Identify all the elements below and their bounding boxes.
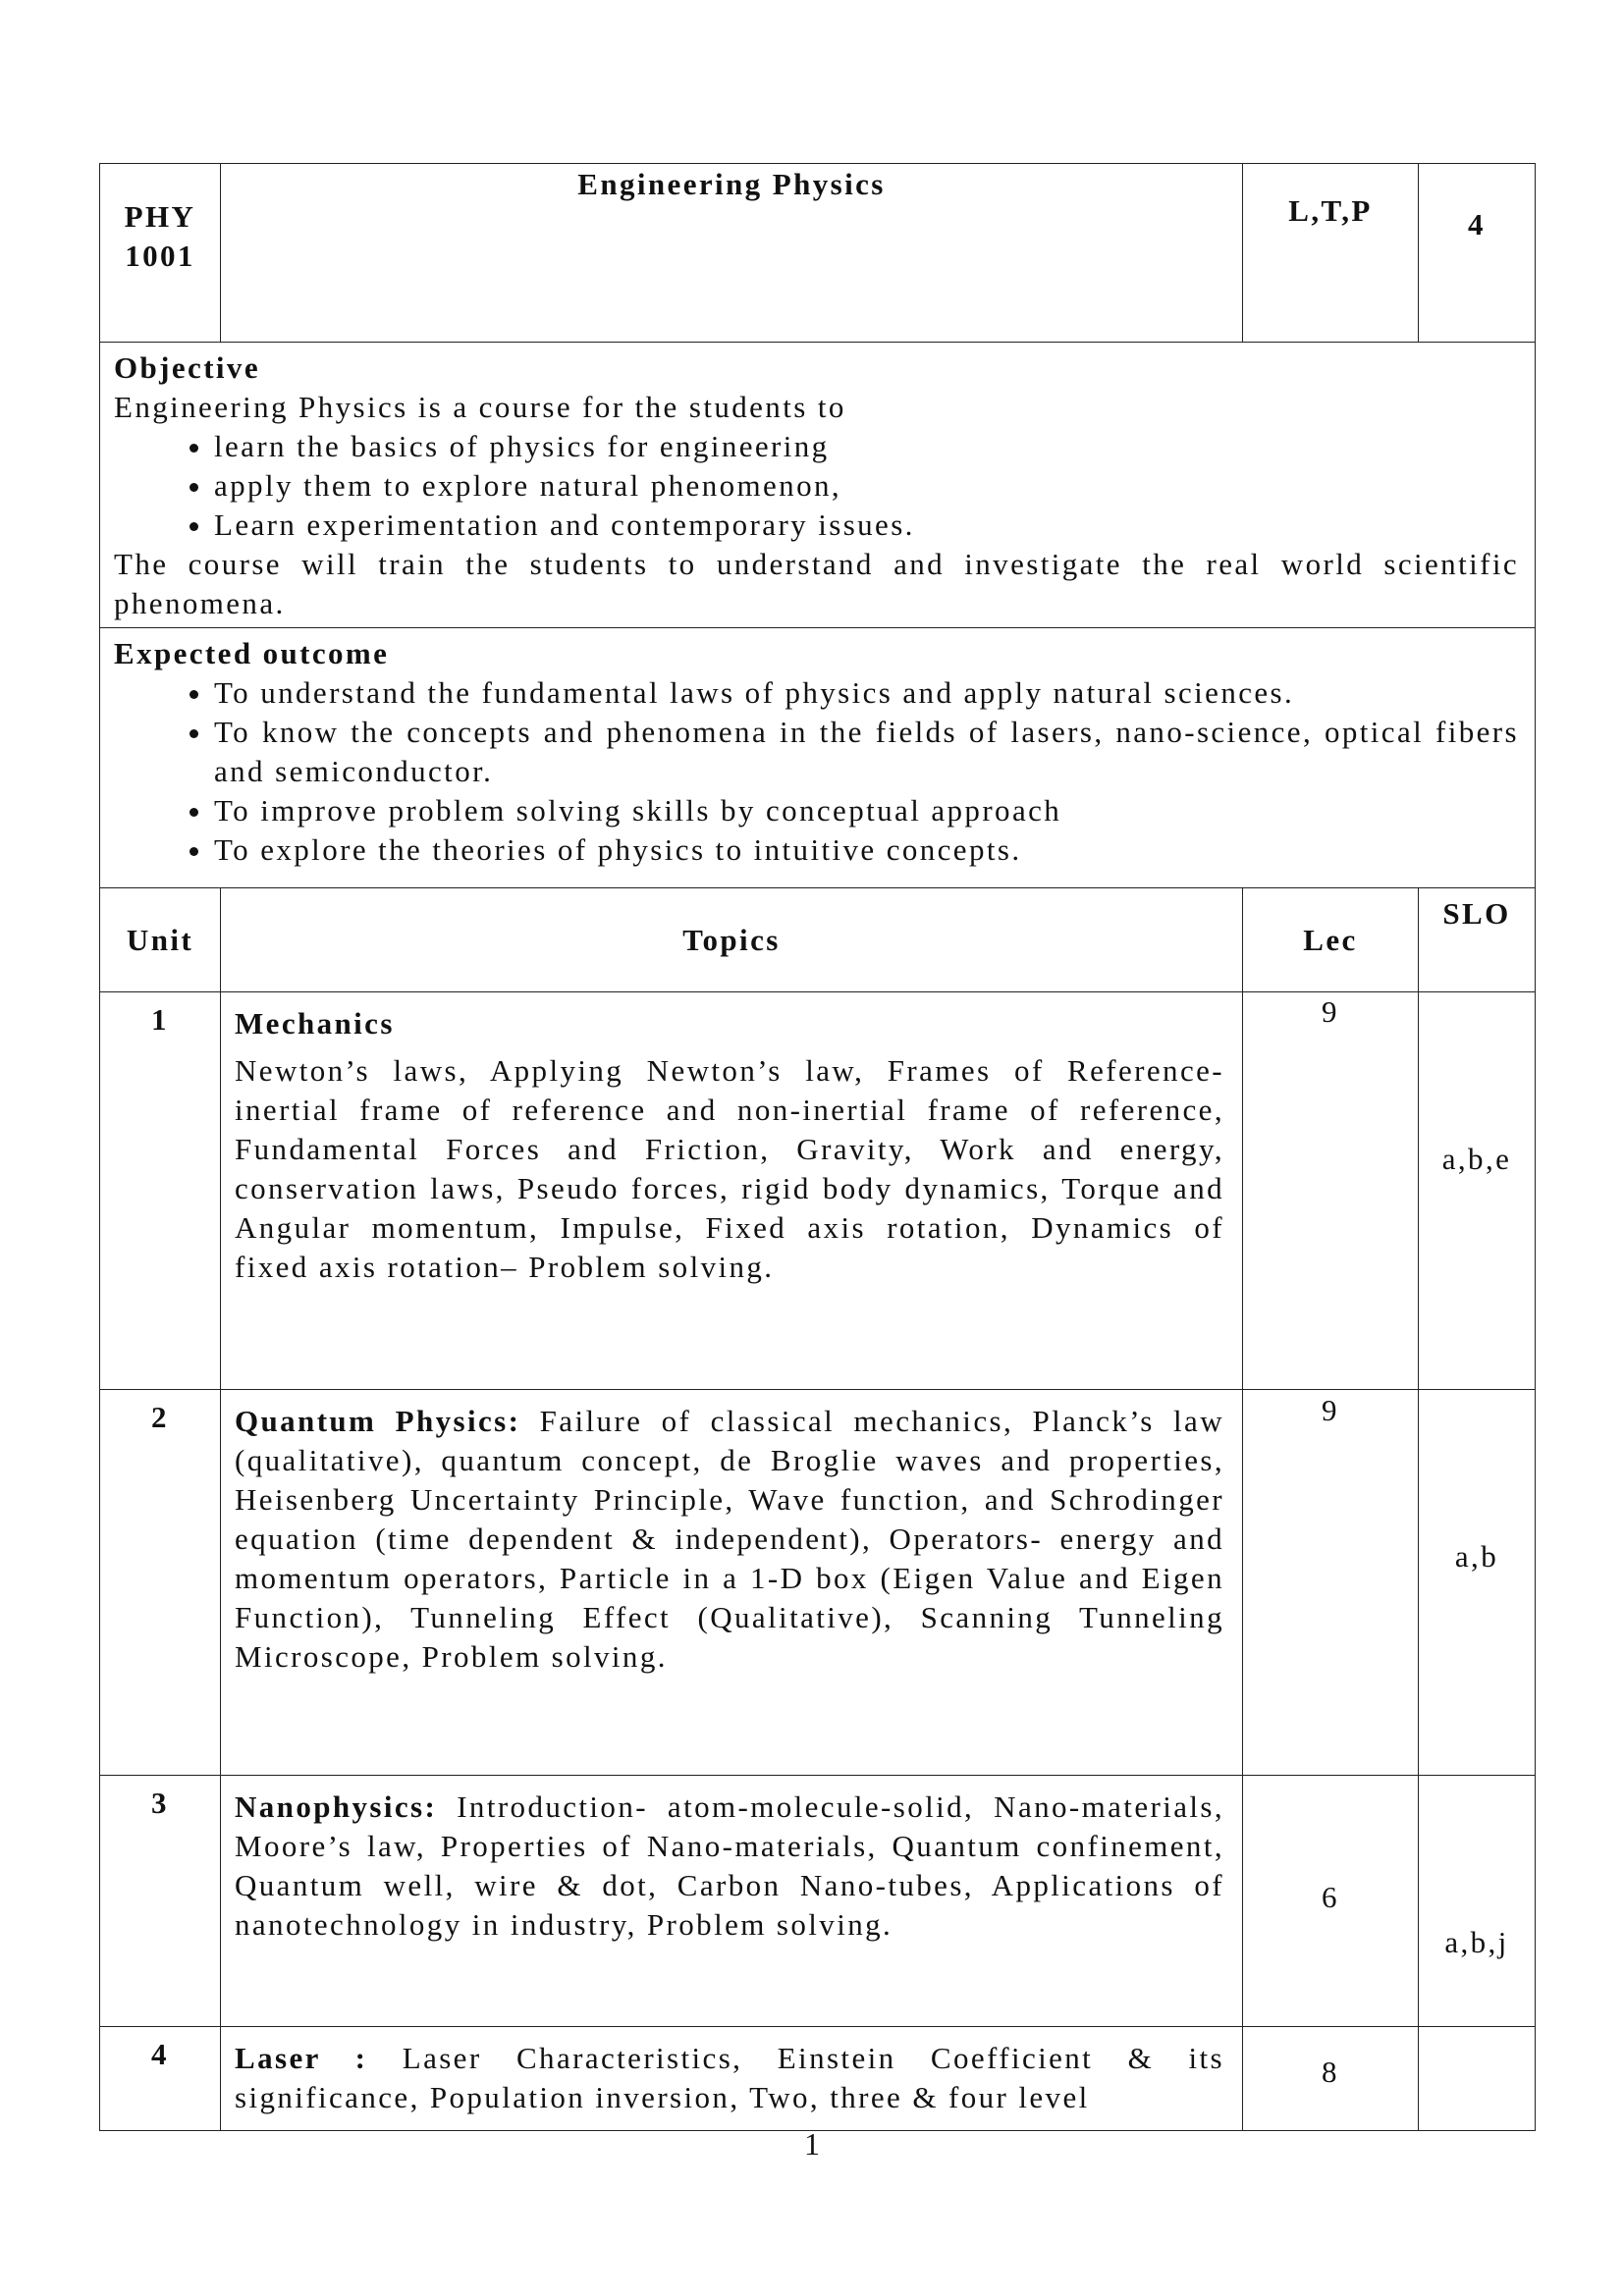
unit-topics bbox=[221, 2027, 1243, 2131]
unit-body: Failure of classical mechanics, Planck’s law (qualitative), quantum concept, de Broglie waves and properties, Heisenberg Uncertainty Principle, Wave function, and Schrodinger equation (time dependent & independent), Operators- energy and momentum operators, Particle in a 1-D box (Eigen Value and Eigen Function), Tunneling Effect (Qualitative), Scanning Tunneling Microscope, Problem solving. bbox=[235, 1404, 1224, 1674]
unit-heading: Quantum Physics: bbox=[235, 1404, 521, 1438]
objective-row bbox=[100, 343, 1536, 628]
unit-heading: Nanophysics: bbox=[235, 1789, 438, 1824]
objective-list bbox=[114, 427, 1519, 545]
unit-number: 4 bbox=[100, 2027, 221, 2131]
course-header-row bbox=[100, 164, 1536, 343]
outcome-bullet: • To know the concepts and phenomena in the fields of lasers, nano-science, optical fibers and semiconductor. bbox=[214, 713, 1519, 791]
course-code-line1: PHY bbox=[124, 199, 196, 234]
unit-topics bbox=[221, 992, 1243, 1390]
course-code-line2: 1001 bbox=[125, 239, 195, 273]
unit-column-header: Unit bbox=[100, 888, 221, 992]
unit-body: Introduction- atom-molecule-solid, Nano-materials, Moore’s law, Properties of Nano-materials, Quantum confinement, Quantum well, wire & dot, Carbon Nano-tubes, Applications of nanotechnology in industry, Problem solving. bbox=[235, 1789, 1224, 1942]
outcome-heading: Expected outcome bbox=[114, 636, 390, 670]
table-row bbox=[100, 992, 1536, 1390]
topics-column-header: Topics bbox=[221, 888, 1243, 992]
unit-slo: a,b bbox=[1419, 1390, 1536, 1776]
outcome-list bbox=[114, 673, 1519, 870]
unit-topics bbox=[221, 1776, 1243, 2027]
outcome-bullet: • To improve problem solving skills by conceptual approach bbox=[214, 791, 1519, 830]
unit-number: 1 bbox=[100, 992, 221, 1390]
objective-bullet: • apply them to explore natural phenomenon, bbox=[214, 466, 1519, 506]
course-title: Engineering Physics bbox=[221, 164, 1243, 343]
outcome-row bbox=[100, 628, 1536, 888]
unit-topics bbox=[221, 1390, 1243, 1776]
outcome-bullet: • To understand the fundamental laws of physics and apply natural sciences. bbox=[214, 673, 1519, 713]
table-row bbox=[100, 1776, 1536, 2027]
table-row bbox=[100, 1390, 1536, 1776]
unit-body: Laser Characteristics, Einstein Coefficient & its significance, Population inversion, Two, three & four level bbox=[235, 2041, 1224, 2114]
objective-bullet: • Learn experimentation and contemporary issues. bbox=[214, 506, 1519, 545]
course-code-cell bbox=[100, 164, 221, 343]
unit-heading: Laser : bbox=[235, 2041, 368, 2075]
unit-number: 2 bbox=[100, 1390, 221, 1776]
outcome-section bbox=[100, 628, 1536, 888]
unit-lectures: 9 bbox=[1243, 1390, 1419, 1776]
unit-slo: a,b,j bbox=[1419, 1776, 1536, 2027]
objective-intro: Engineering Physics is a course for the students to bbox=[114, 390, 846, 424]
table-row bbox=[100, 2027, 1536, 2131]
objective-bullet: • learn the basics of physics for engineering bbox=[214, 427, 1519, 466]
outcome-bullet: • To explore the theories of physics to intuitive concepts. bbox=[214, 830, 1519, 870]
unit-lectures: 6 bbox=[1243, 1776, 1419, 2027]
unit-body: Newton’s laws, Applying Newton’s law, Frames of Reference- inertial frame of reference and non-inertial frame of reference, Fundamental Forces and Friction, Gravity, Work and energy, conservation laws, Pseudo forces, rigid body dynamics, Torque and Angular momentum, Impulse, Fixed axis rotation, Dynamics of fixed axis rotation– Problem solving. bbox=[235, 1053, 1224, 1284]
slo-column-header: SLO bbox=[1419, 888, 1536, 992]
objective-closing: The course will train the students to understand and investigate the real world scientific phenomena. bbox=[114, 547, 1519, 620]
unit-number: 3 bbox=[100, 1776, 221, 2027]
unit-heading: Mechanics bbox=[235, 1006, 395, 1041]
unit-slo: a,b,e bbox=[1419, 992, 1536, 1390]
lec-column-header: Lec bbox=[1243, 888, 1419, 992]
unit-lectures: 9 bbox=[1243, 992, 1419, 1390]
course-credits: 4 bbox=[1419, 164, 1536, 343]
ltp-label: L,T,P bbox=[1243, 164, 1419, 343]
units-header-row bbox=[100, 888, 1536, 992]
unit-slo bbox=[1419, 2027, 1536, 2131]
syllabus-table bbox=[99, 163, 1536, 2131]
unit-lectures: 8 bbox=[1243, 2027, 1419, 2131]
objective-heading: Objective bbox=[114, 350, 260, 385]
page-number: 1 bbox=[804, 2126, 820, 2162]
objective-section bbox=[100, 343, 1536, 628]
